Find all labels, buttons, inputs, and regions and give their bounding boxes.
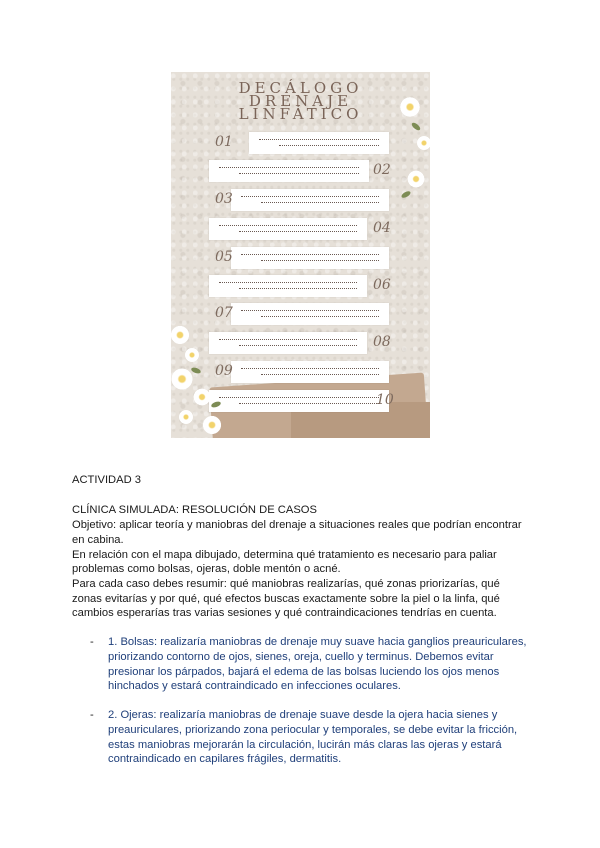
leaf-decoration (400, 190, 411, 199)
answer-bolsas-line: hinchados y estará contraindicado en infecciones oculares. (108, 680, 401, 692)
answer-bolsas-line: priorizando contorno de ojos, sienes, oreja, cuello y terminus. Debemos evitar (108, 651, 494, 663)
answer-ojeras-line: contraindicado en capilares frágiles, dermatitis. (108, 753, 342, 765)
answer-ojeras-line: 2. Ojeras: realizaría maniobras de drenaje suave desde la ojera hacia sienes y (108, 709, 498, 721)
leaf-decoration (411, 121, 422, 131)
instruction-line: Objetivo: aplicar teoría y maniobras del drenaje a situaciones reales que podrían encontrar (72, 519, 522, 531)
poster-number: 06 (373, 277, 391, 293)
poster-card (231, 247, 389, 269)
flower-decoration (179, 410, 193, 424)
poster-number: 01 (215, 134, 233, 150)
flower-decoration (194, 389, 211, 406)
flower-decoration (417, 136, 430, 150)
instruction-line: problemas como bolsas, ojeras, doble mentón o acné. (72, 563, 341, 575)
poster-card (209, 390, 389, 412)
poster-number: 09 (215, 363, 233, 379)
answer-ojeras-line: estas maniobras mejorarán la circulación, lucirán más claras las ojeras y estará (108, 739, 502, 751)
poster-number: 08 (373, 334, 391, 350)
poster-card (209, 275, 367, 297)
poster-number: 10 (376, 392, 394, 408)
flower-decoration (400, 97, 420, 117)
poster-title-line-3: LINFÁTICO (238, 105, 363, 123)
poster-title-line-1: DECÁLOGO (238, 79, 363, 97)
answer-bolsas-line: presionar los párpados, bajará el edema de las bolsas luciendo los ojos menos (108, 666, 500, 678)
flower-decoration (171, 326, 189, 344)
instruction-line: cambios esperarías tras varias sesiones y qué contraindicaciones tendrías en cuenta. (72, 607, 497, 619)
flower-decoration (172, 369, 193, 390)
poster-card (231, 189, 389, 211)
leaf-decoration (190, 366, 201, 374)
list-bullet: - (90, 636, 94, 648)
list-bullet: - (90, 709, 94, 721)
poster-card (209, 332, 367, 354)
activity-subtitle: CLÍNICA SIMULADA: RESOLUCIÓN DE CASOS (72, 504, 317, 516)
instruction-line: En relación con el mapa dibujado, determina qué tratamiento es necesario para paliar (72, 549, 497, 561)
poster-number: 04 (373, 220, 391, 236)
poster-card (231, 361, 389, 383)
poster-number: 07 (215, 305, 233, 321)
poster-card (231, 303, 389, 325)
flower-decoration (185, 348, 199, 362)
flower-decoration (408, 171, 425, 188)
poster-card (209, 218, 367, 240)
decalogo-poster-image (171, 72, 430, 438)
answer-bolsas-line: 1. Bolsas: realizaría maniobras de drenaje muy suave hacia ganglios preauriculares, (108, 636, 527, 648)
instruction-line: zonas evitarías y por qué, qué efectos buscas exactamente sobre la piel o la linfa, qué (72, 593, 500, 605)
poster-card (249, 132, 389, 154)
poster-card (209, 160, 369, 182)
instruction-line: en cabina. (72, 534, 124, 546)
activity-heading: ACTIVIDAD 3 (72, 474, 142, 486)
poster-number: 03 (215, 191, 233, 207)
poster-number: 05 (215, 249, 233, 265)
answer-ojeras-line: preauriculares, priorizando zona periocular y temporales, se debe evitar la fricción, (108, 724, 518, 736)
poster-title-line-2: DRENAJE (248, 92, 353, 110)
poster-number: 02 (373, 162, 391, 178)
flower-decoration (203, 416, 221, 434)
instruction-line: Para cada caso debes resumir: qué maniobras realizarías, qué zonas priorizarías, qué (72, 578, 500, 590)
